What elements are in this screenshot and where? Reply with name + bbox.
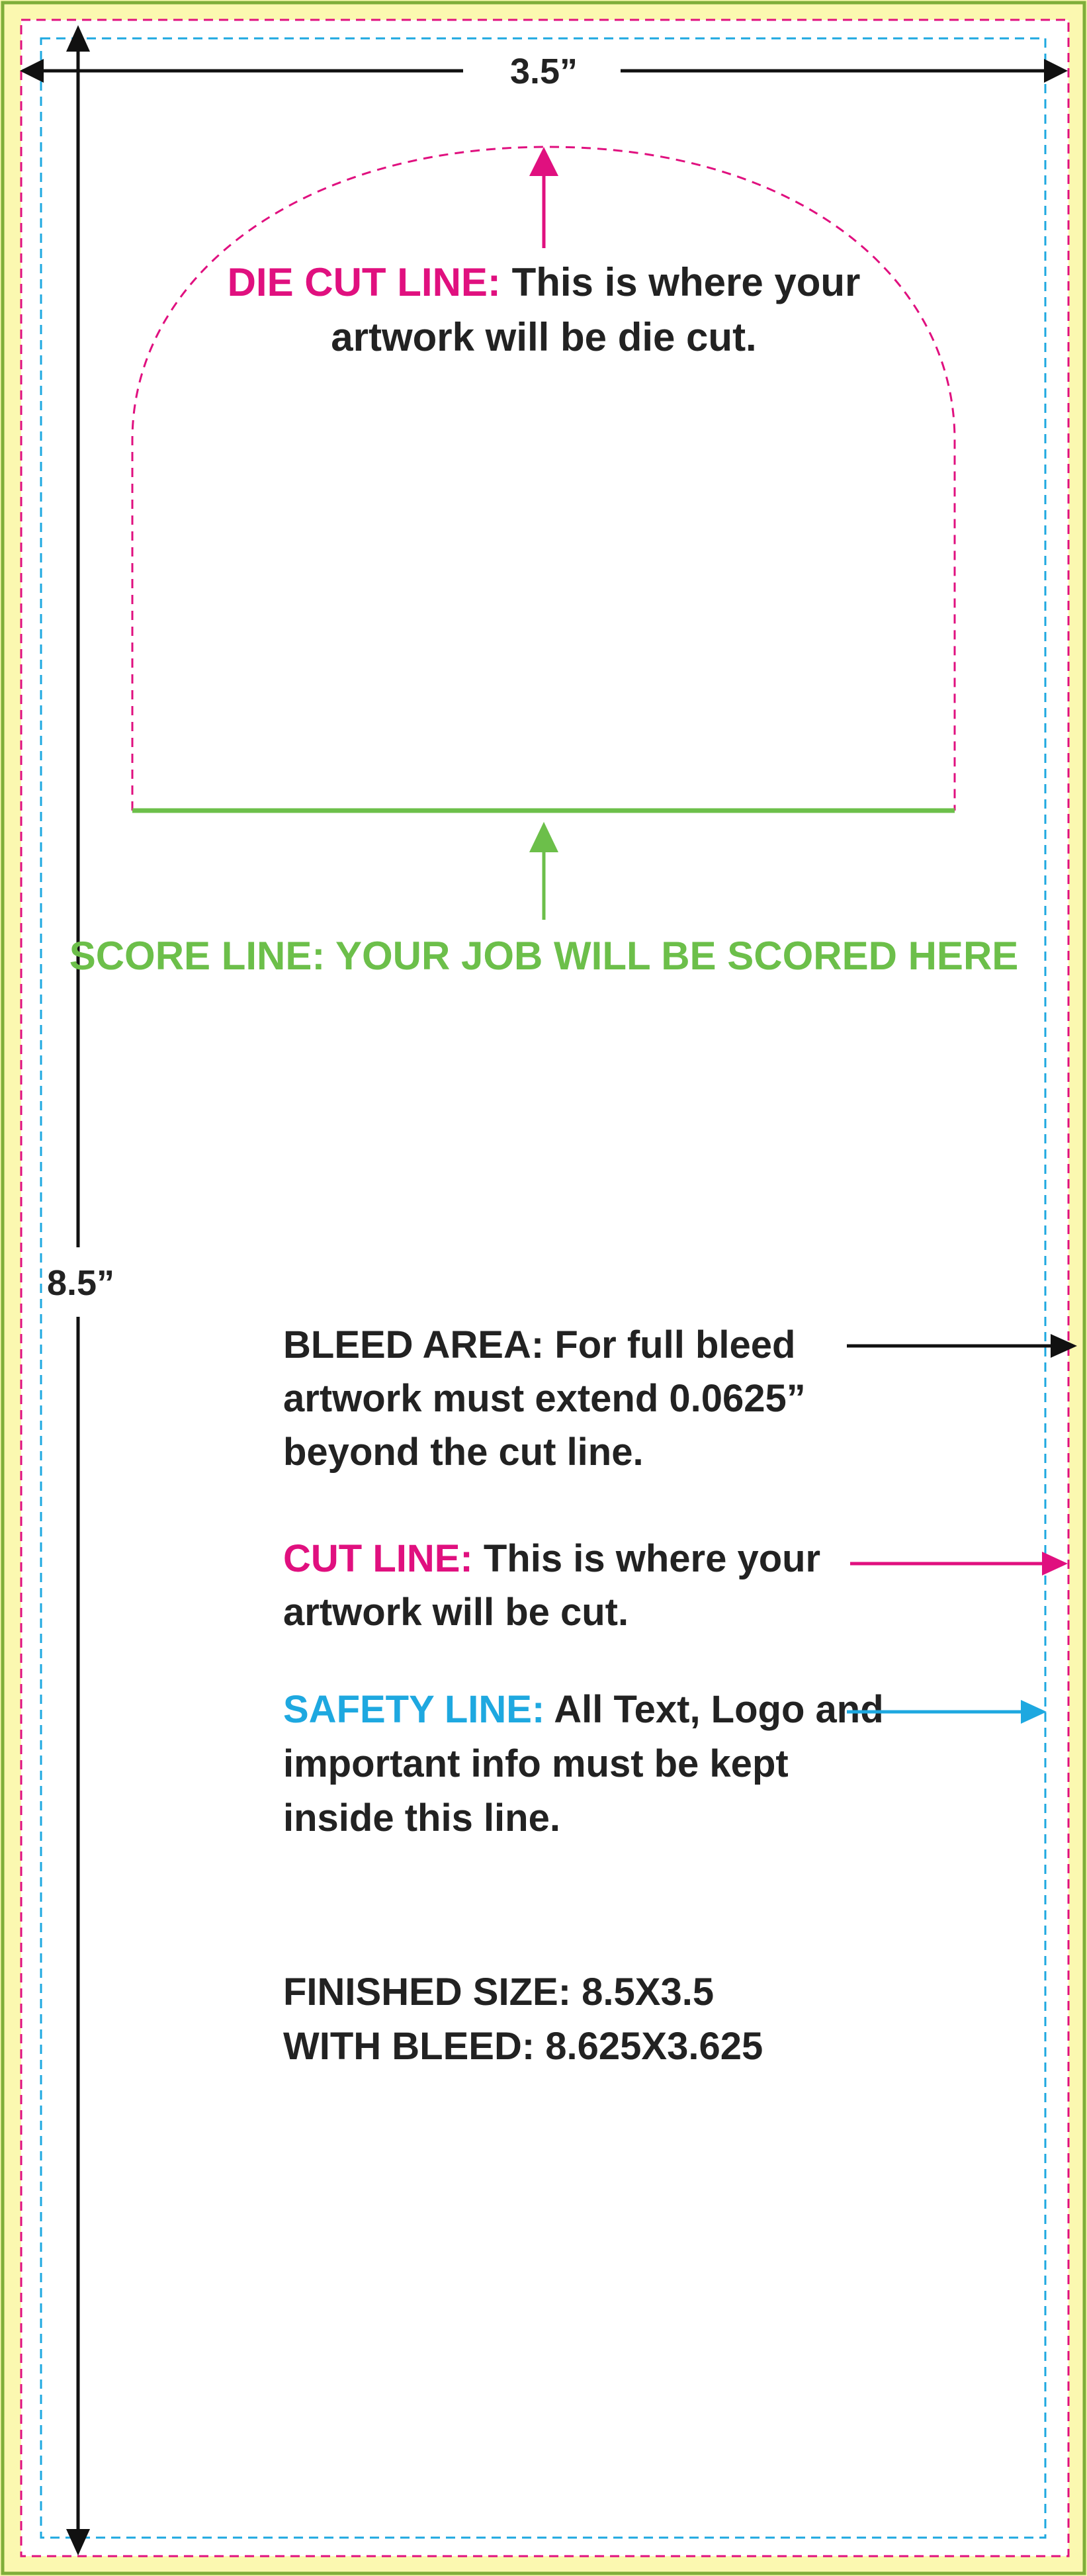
die-cut-desc2: artwork will be die cut. [331,315,757,359]
bleed-size: WITH BLEED: 8.625X3.625 [283,2025,763,2068]
bleed-text-line1 [283,1323,795,1366]
bleed-desc2: artwork must extend 0.0625” [283,1377,806,1420]
cut-text-line1 [283,1537,820,1580]
safety-label: SAFETY LINE: [283,1688,545,1731]
score-label: SCORE LINE: YOUR JOB WILL BE SCORED HERE [69,934,1019,978]
safety-text-line1 [283,1688,884,1731]
cut-desc2: artwork will be cut. [283,1591,629,1634]
die-cut-text-line1 [228,260,861,304]
bleed-desc1: For full bleed [554,1323,796,1366]
safety-desc3: inside this line. [283,1797,560,1840]
height-label: 8.5” [46,1263,115,1303]
cut-desc1: This is where your [483,1537,821,1580]
cut-label: CUT LINE: [283,1537,473,1580]
die-cut-label: DIE CUT LINE: [227,260,501,304]
width-label: 3.5” [509,52,578,91]
cut-line [21,20,1068,2556]
die-cut-desc1: This is where your [511,260,861,304]
bleed-desc3: beyond the cut line. [283,1431,644,1474]
safety-desc2: important info must be kept [283,1742,789,1785]
safety-desc1: All Text, Logo and [554,1688,884,1731]
finished-size: FINISHED SIZE: 8.5X3.5 [283,1971,715,2014]
bleed-label: BLEED AREA: [283,1323,544,1366]
